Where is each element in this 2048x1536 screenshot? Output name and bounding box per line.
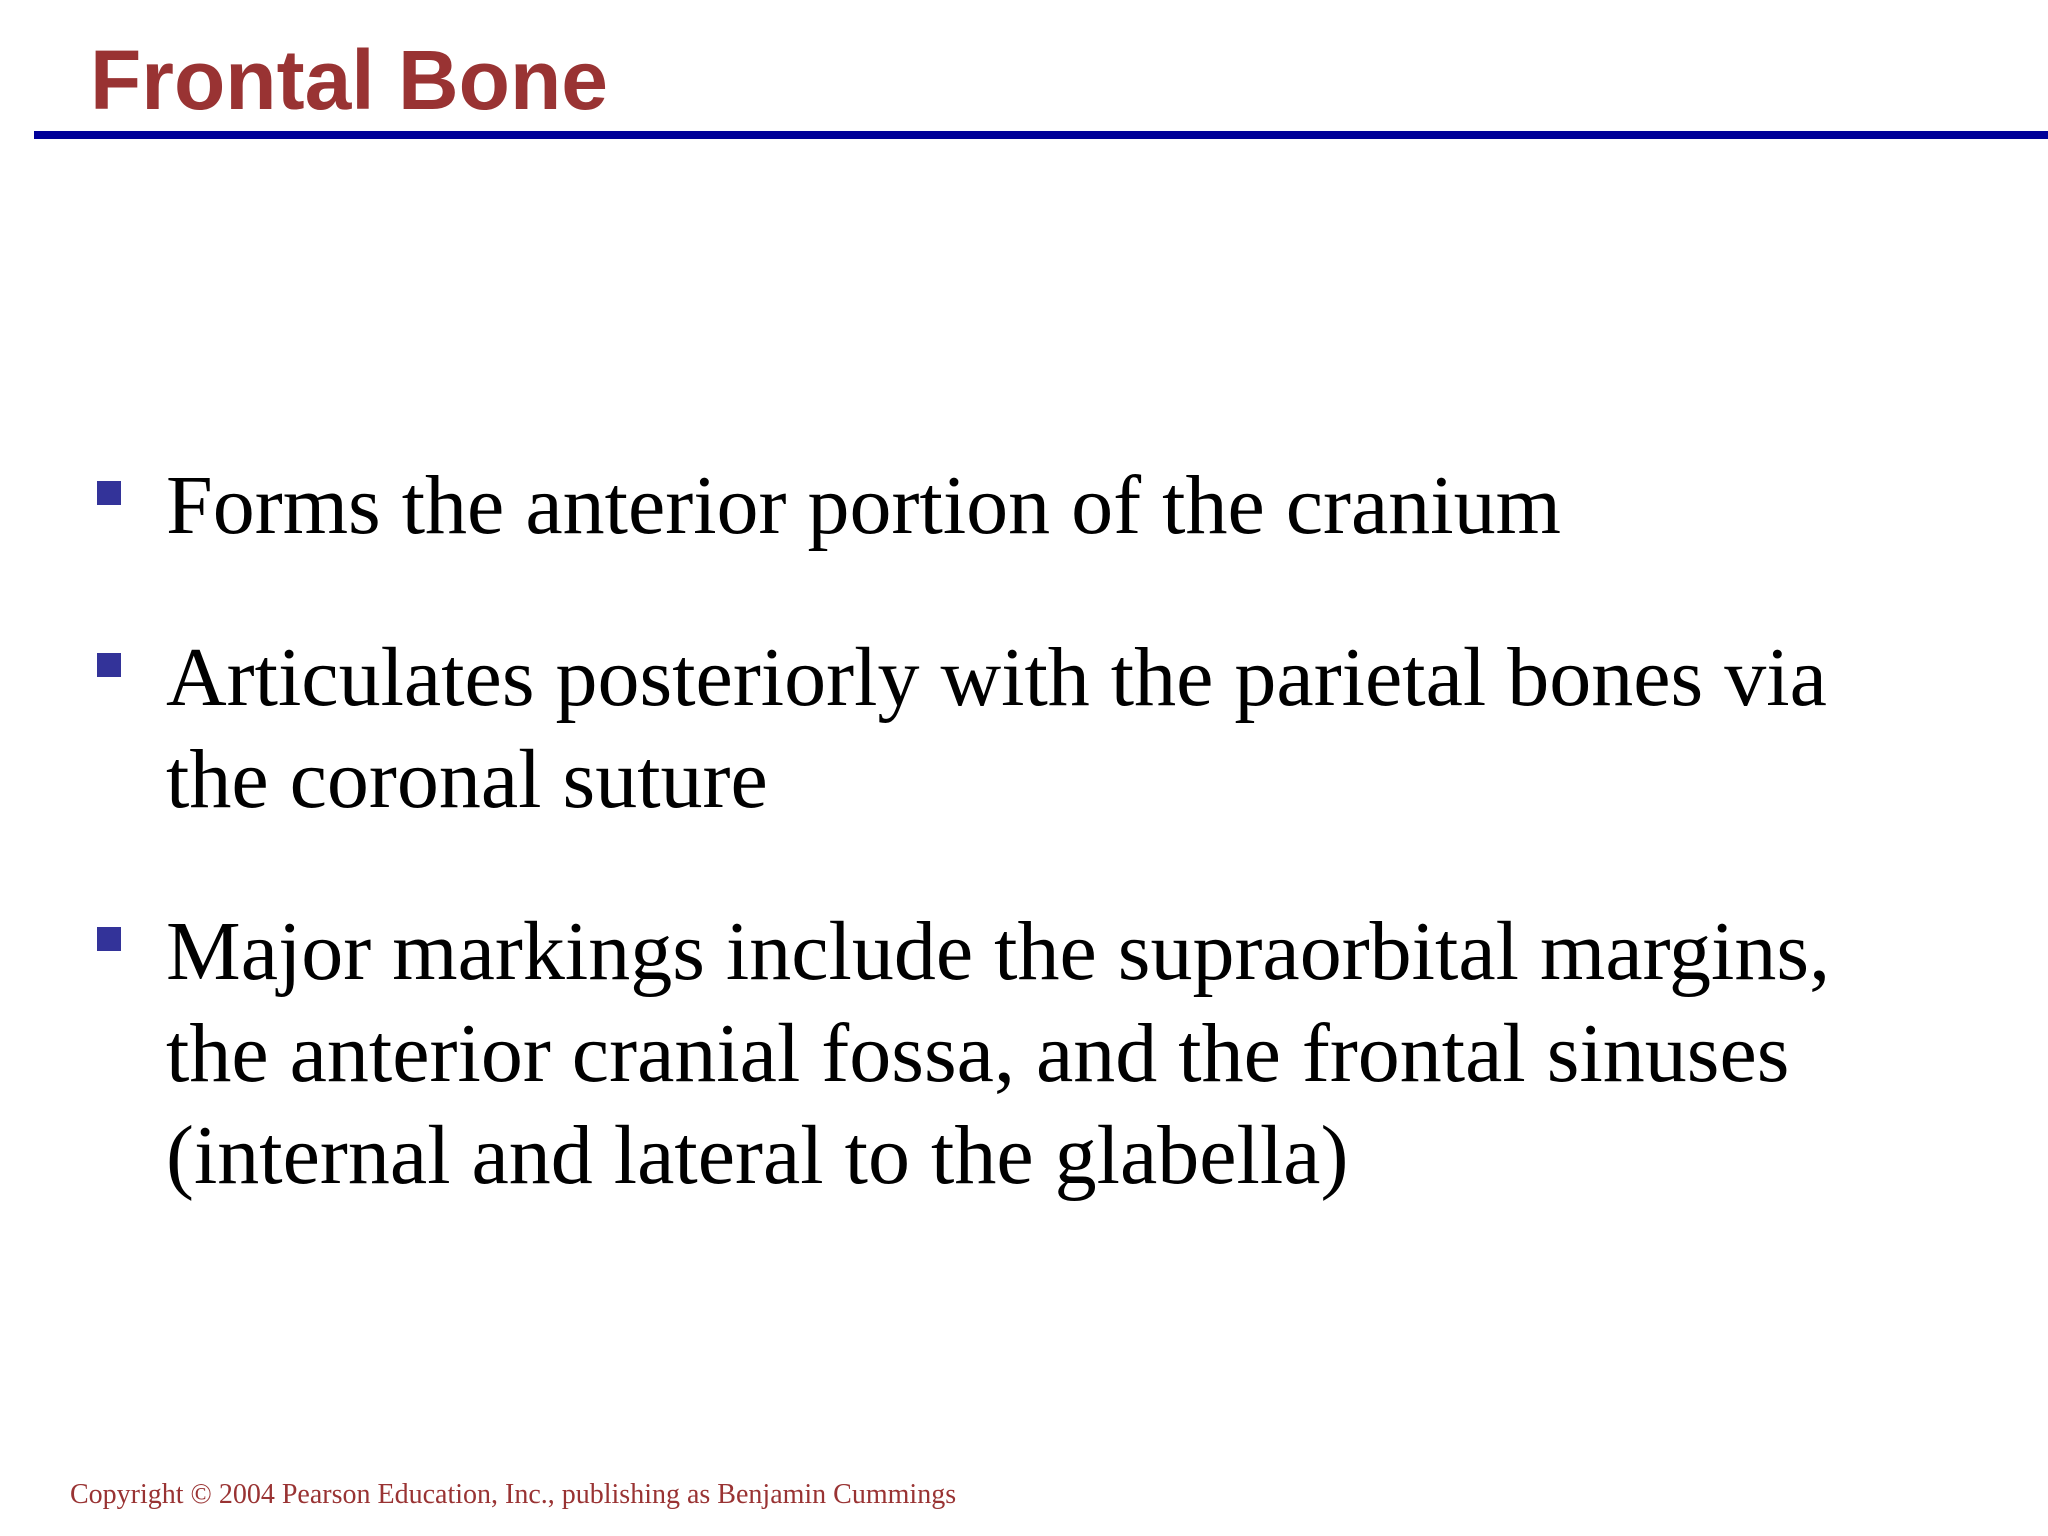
bullet-item bbox=[0, 901, 1886, 1207]
bullet-item bbox=[0, 455, 1886, 557]
bullet-item bbox=[0, 627, 1886, 831]
square-bullet-icon bbox=[97, 481, 121, 505]
slide-title: Frontal Bone bbox=[90, 33, 608, 127]
square-bullet-icon bbox=[97, 653, 121, 677]
copyright-footer: Copyright © 2004 Pearson Education, Inc., publishing as Benjamin Cummings bbox=[70, 1479, 957, 1510]
title-divider bbox=[34, 131, 2048, 139]
bullet-text: Major markings include the supraorbital margins, the anterior cranial fossa, and the frontal sinuses (internal and lateral to the glabella) bbox=[166, 905, 1831, 1202]
square-bullet-icon bbox=[97, 927, 121, 951]
bullet-text: Forms the anterior portion of the cranium bbox=[166, 459, 1561, 552]
bullet-list bbox=[0, 455, 2048, 1277]
bullet-text: Articulates posteriorly with the parietal bones via the coronal suture bbox=[166, 631, 1827, 826]
